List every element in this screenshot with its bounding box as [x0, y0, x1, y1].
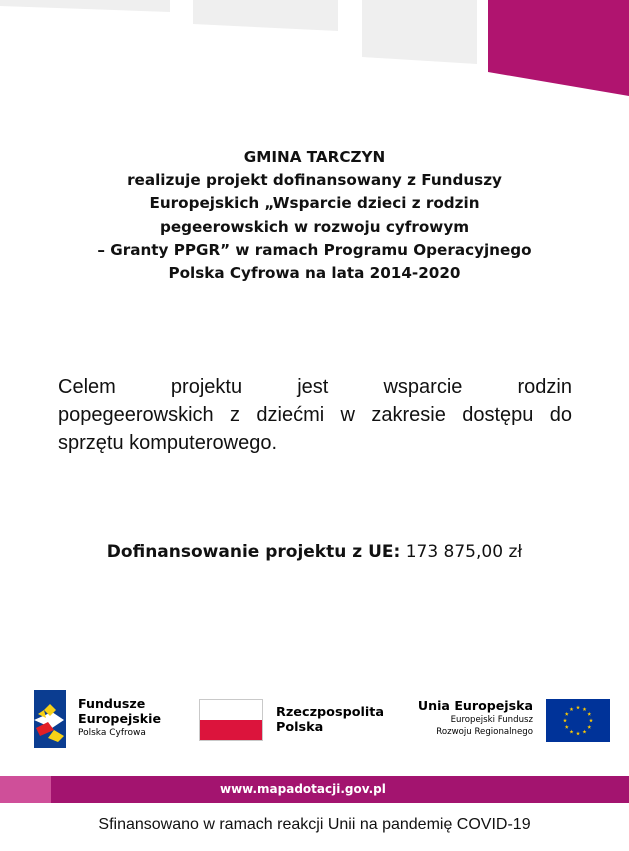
decor-block-1: [0, 0, 170, 12]
project-description: [58, 373, 572, 457]
pl-line2: Polska: [276, 720, 324, 735]
mapadotacji-link[interactable]: www.mapadotacji.gov.pl: [220, 782, 386, 796]
heading-line: – Granty PPGR” w ramach Programu Operacyjnego: [97, 240, 532, 259]
funding-value: 173 875,00 zł: [400, 542, 523, 562]
description-line: Celem projektu jest wsparcie rodzin: [58, 376, 572, 398]
unia-europejska-text: [418, 698, 533, 738]
ue-sub1: Europejski Fundusz: [450, 715, 533, 725]
fundusze-europejskie-logo-icon: [34, 690, 70, 748]
logo-strip: [0, 688, 629, 752]
top-decoration: [0, 0, 629, 100]
decor-block-2: [193, 0, 338, 31]
funding-amount: [0, 542, 629, 562]
heading-line: pegeerowskich w rozwoju cyfrowym: [159, 217, 470, 236]
project-heading: [40, 146, 589, 285]
fe-line2: Europejskie: [78, 711, 162, 726]
description-line: popegeerowskich z dziećmi w zakresie dostępu do: [58, 404, 572, 426]
heading-line: GMINA TARCZYN: [243, 148, 386, 166]
heading-line: Polska Cyfrowa na lata 2014-2020: [168, 264, 461, 283]
ue-name: Unia Europejska: [417, 698, 533, 713]
ue-sub2: Rozwoju Regionalnego: [436, 727, 533, 737]
rzeczpospolita-polska-text: [276, 705, 384, 735]
pl-line1: Rzeczpospolita: [276, 705, 385, 720]
banner-accent: [0, 776, 51, 803]
heading-line: Europejskich „Wsparcie dzieci z rodzin: [149, 194, 480, 213]
fe-line1: Fundusze: [78, 696, 146, 711]
fundusze-europejskie-text: [78, 696, 161, 741]
description-line: sprzętu komputerowego.: [58, 432, 278, 454]
decor-block-3: [362, 0, 477, 64]
poland-flag-icon: [199, 699, 263, 741]
decor-block-accent: [488, 0, 629, 96]
bottom-banner: [0, 776, 629, 803]
heading-line: realizuje projekt dofinansowany z Funduszy: [127, 171, 502, 190]
fe-subtitle: Polska Cyfrowa: [78, 728, 146, 738]
funding-label: Dofinansowanie projektu z UE:: [106, 542, 401, 562]
eu-flag-icon: [546, 699, 610, 742]
footer-note: Sfinansowano w ramach reakcji Unii na pandemię COVID-19: [98, 816, 531, 833]
